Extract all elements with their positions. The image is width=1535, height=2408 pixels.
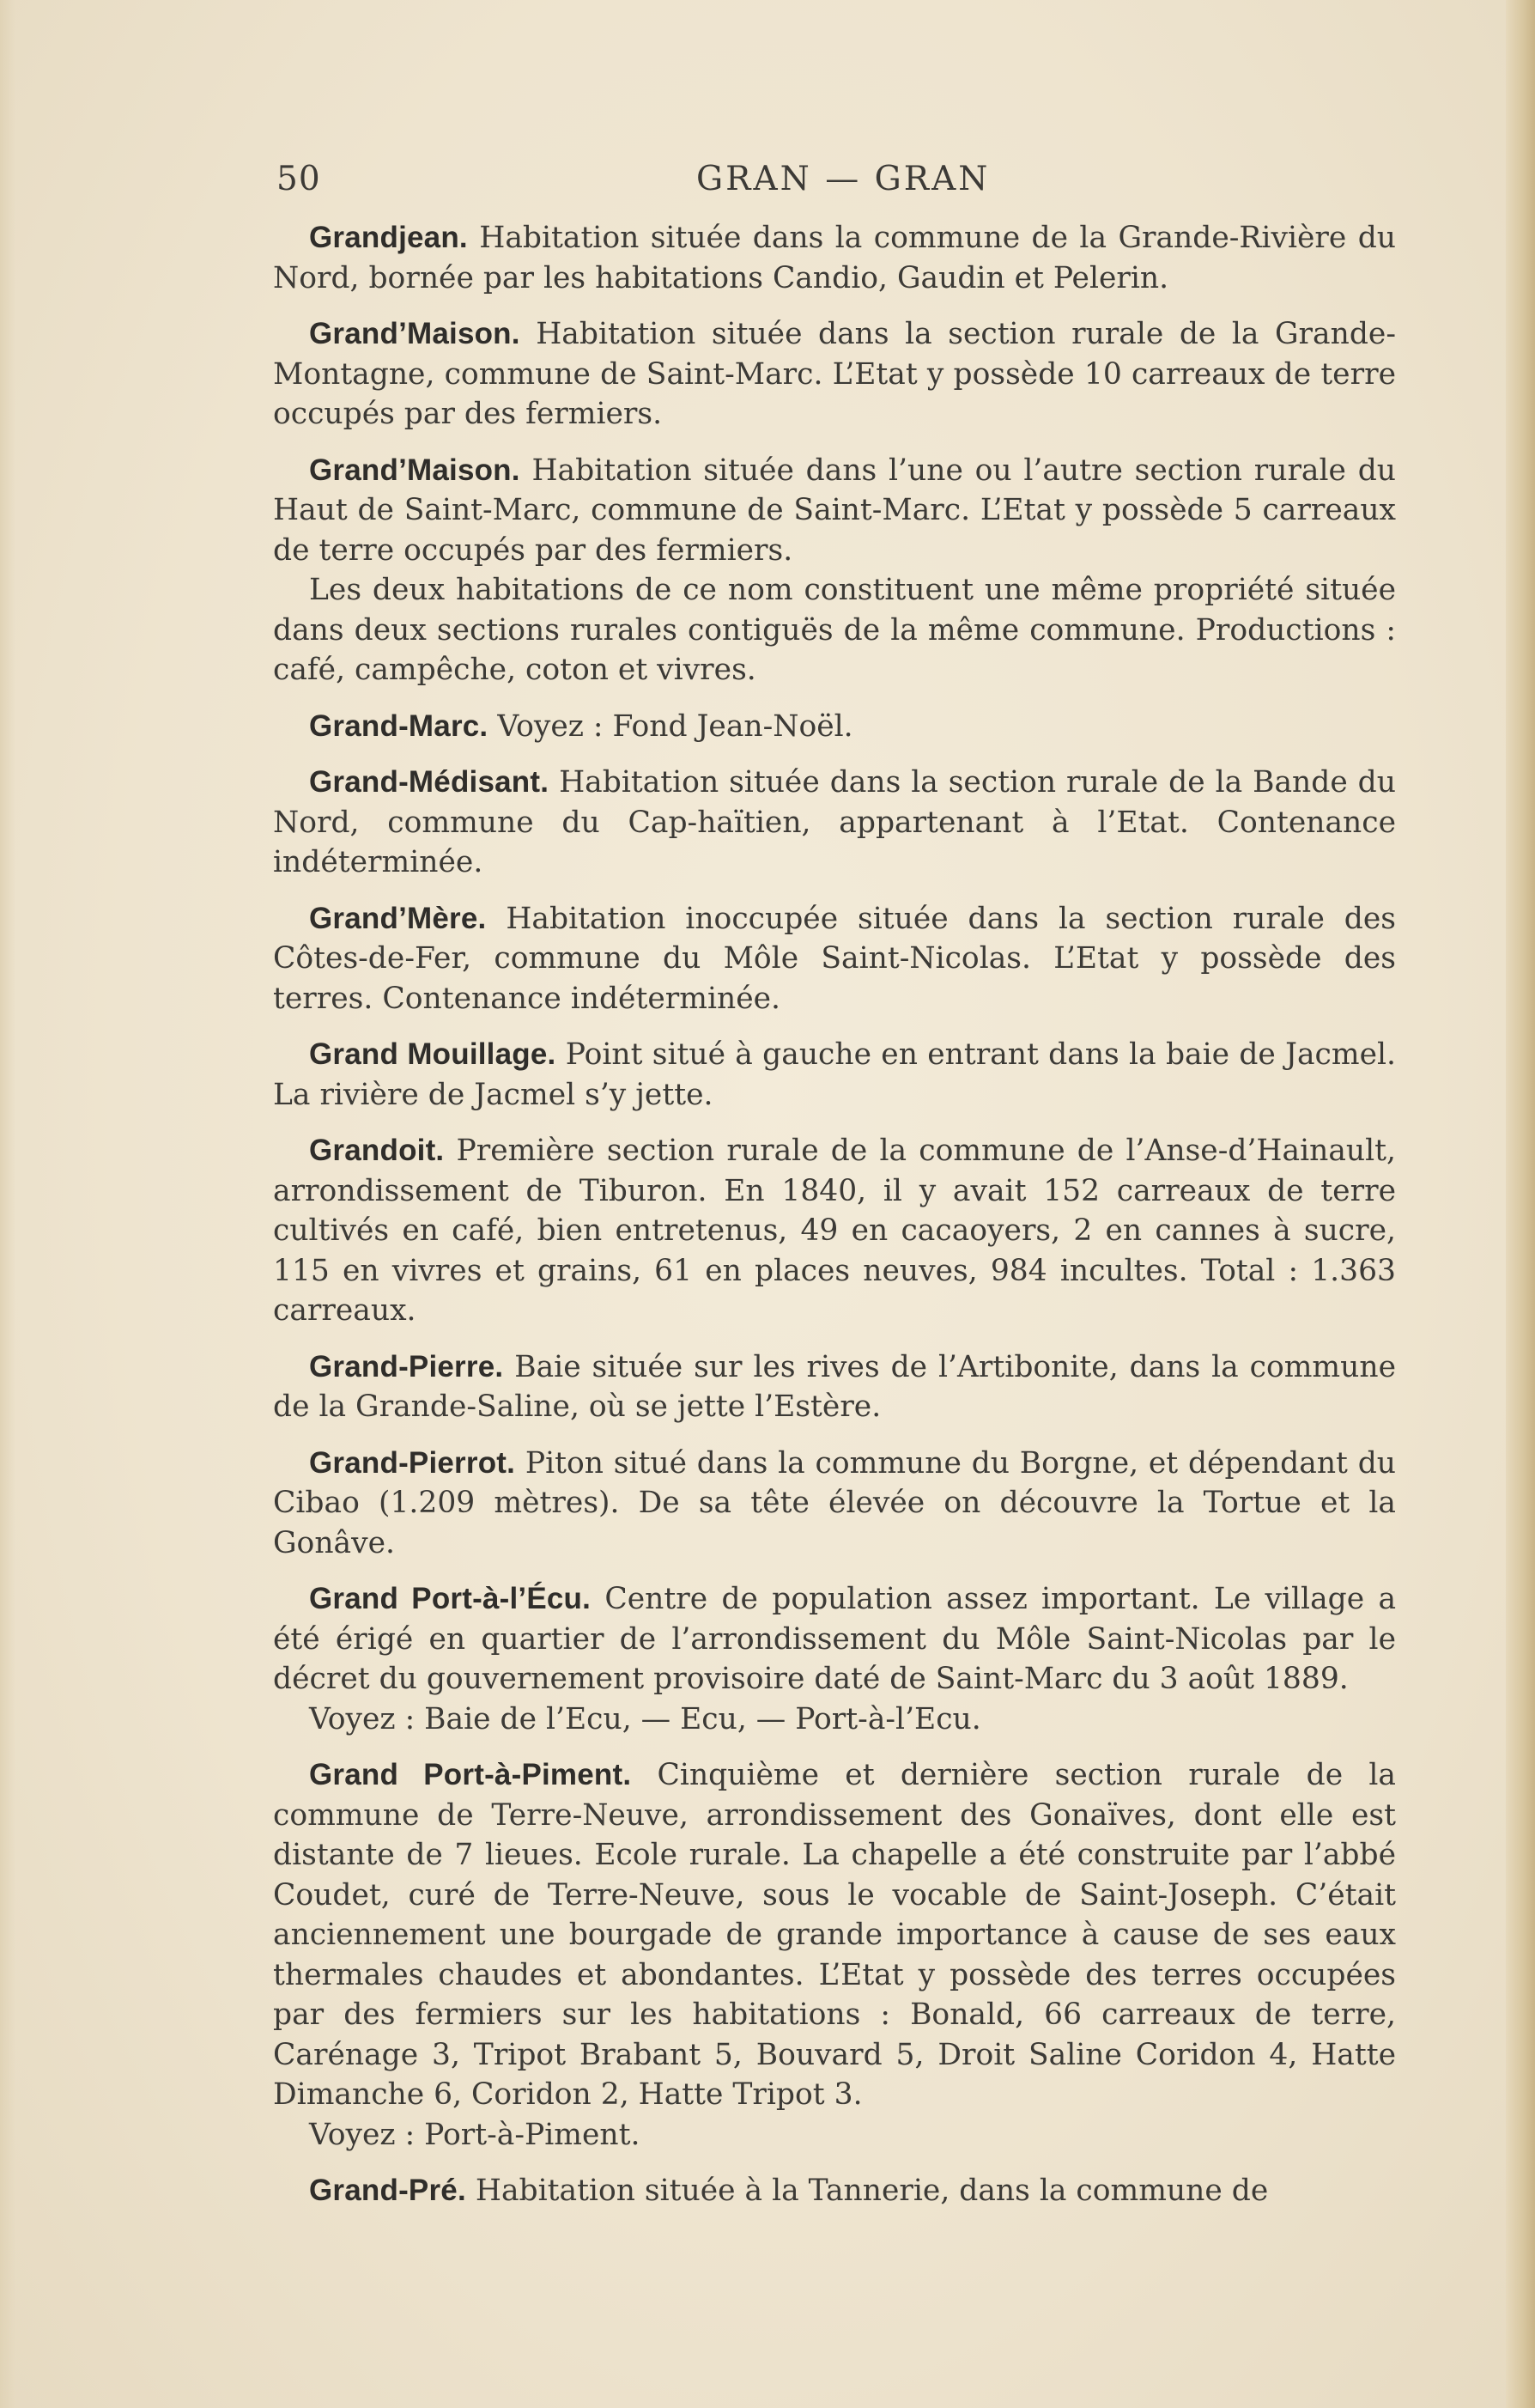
- entry-grand-maison-2: [273, 451, 1396, 690]
- running-head: GRAN — GRAN: [696, 160, 991, 198]
- entry-text: Point situé à gauche en entrant dans la baie de Jacmel. La rivière de Jacmel s’y jette.: [273, 1037, 1397, 1112]
- page-header: [276, 160, 1392, 208]
- entry-text: Habitation située dans la section rurale de la Bande du Nord, commune du Cap-haïtien, appartenant à l’Etat. Contenance indéterminée.: [273, 765, 1396, 879]
- entry-text: Habitation inoccupée située dans la section rurale des Côtes-de-Fer, commune du Môle Saint-Nicolas. L’Etat y possède des terres. Contenance indéterminée.: [273, 901, 1397, 1016]
- entry-grand-mere: [273, 899, 1396, 1019]
- entry-text: Habitation située dans la commune de la Grande-Rivière du Nord, bornée par les habitations Candio, Gaudin et Pelerin.: [273, 221, 1397, 295]
- entry-headword: Grand-Pierre.: [309, 1349, 504, 1383]
- entry-headword: Grand-Médisant.: [309, 765, 549, 799]
- entry-grand-port-a-l-ecu: [273, 1579, 1396, 1739]
- entry-text: Centre de population assez important. Le village a été érigé en quartier de l’arrondissement du Môle Saint-Nicolas par le décret du gouvernement provisoire daté de Saint-Marc du 3 août 1889.: [273, 1582, 1397, 1696]
- entry-grand-pre: [273, 2171, 1396, 2211]
- page-right-edge: [1506, 0, 1535, 2408]
- entry-grand-port-a-piment: [273, 1755, 1396, 2155]
- entry-text: Habitation située à la Tannerie, dans la commune de: [475, 2174, 1269, 2208]
- entry-text: Habitation située dans la section rurale de la Grande-Montagne, commune de Saint-Marc. L’Etat y possède 10 carreaux de terre occupés par des fermiers.: [273, 317, 1396, 431]
- entry-text-continuation: Voyez : Baie de l’Ecu, — Ecu, — Port-à-l’Ecu.: [309, 1701, 981, 1736]
- entry-grand-maison-1: [273, 314, 1396, 435]
- entry-grandjean: [273, 218, 1396, 298]
- entry-headword: Grand-Marc.: [309, 708, 488, 743]
- entry-headword: Grandjean.: [309, 221, 468, 254]
- entry-text-continuation: Les deux habitations de ce nom constituent une même propriété située dans deux sections rurales contiguës de la même commune. Productions : café, campêche, coton et vivres.: [273, 573, 1396, 687]
- entry-text: Cinquième et dernière section rurale de la commune de Terre-Neuve, arrondissement des Gonaïves, dont elle est distante de 7 lieues. Ecole rurale. La chapelle a été construite par l’abbé Coudet, curé de Terre-Neuve, sous le vocable de Saint-Joseph. C’était anciennement une bourgade de grande importance à cause de ses eaux thermales chaudes et abondantes. L’Etat y possède des terres occupées par des fermiers sur les habitations : Bonald, 66 carreaux de terre, Carénage 3, Tripot Brabant 5, Bouvard 5, Droit Saline Coridon 4, Hatte Dimanche 6, Coridon 2, Hatte Tripot 3.: [273, 1758, 1397, 2112]
- entry-headword: Grand’Maison.: [309, 317, 520, 350]
- entry-headword: Grandoit.: [309, 1134, 445, 1167]
- entry-grand-pierre: [273, 1347, 1396, 1427]
- entry-text: Première section rurale de la commune de l’Anse-d’Hainault, arrondissement de Tiburon. En 1840, il y avait 152 carreaux de terre cultivés en café, bien entretenus, 49 en cacaoyers, 2 en cannes à sucre, 115 en vivres et grains, 61 en places neuves, 984 incultes. Total : 1.363 carreaux.: [273, 1134, 1396, 1328]
- entry-headword: Grand Port-à-l’Écu.: [309, 1582, 592, 1615]
- entry-grandoit: [273, 1131, 1396, 1331]
- page-left-edge: [0, 0, 15, 2408]
- entry-text: Baie située sur les rives de l’Artibonite, dans la commune de la Grande-Saline, où se jette l’Estère.: [273, 1349, 1396, 1424]
- entry-headword: Grand’Maison.: [309, 453, 520, 487]
- dictionary-entries: [273, 218, 1396, 2228]
- entry-text: Voyez : Fond Jean-Noël.: [497, 708, 853, 744]
- entry-text: Piton situé dans la commune du Borgne, et dépendant du Cibao (1.209 mètres). De sa tête élevée on découvre la Tortue et la Gonâve.: [273, 1445, 1397, 1560]
- entry-grand-medisant: [273, 763, 1396, 883]
- entry-headword: Grand-Pierrot.: [309, 1445, 516, 1480]
- entry-grand-marc: [273, 707, 1396, 747]
- entry-headword: Grand Port-à-Piment.: [309, 1758, 632, 1791]
- entry-grand-mouillage: [273, 1035, 1396, 1115]
- entry-headword: Grand Mouillage.: [309, 1037, 556, 1071]
- entry-text: Habitation située dans l’une ou l’autre section rurale du Haut de Saint-Marc, commune de Saint-Marc. L’Etat y possède 5 carreaux de terre occupés par des fermiers.: [273, 453, 1397, 568]
- entry-text-continuation: Voyez : Port-à-Piment.: [309, 2117, 640, 2152]
- entry-grand-pierrot: [273, 1444, 1396, 1564]
- entry-headword: Grand’Mère.: [309, 901, 487, 935]
- entry-headword: Grand-Pré.: [309, 2174, 466, 2207]
- page-number: 50: [276, 160, 321, 198]
